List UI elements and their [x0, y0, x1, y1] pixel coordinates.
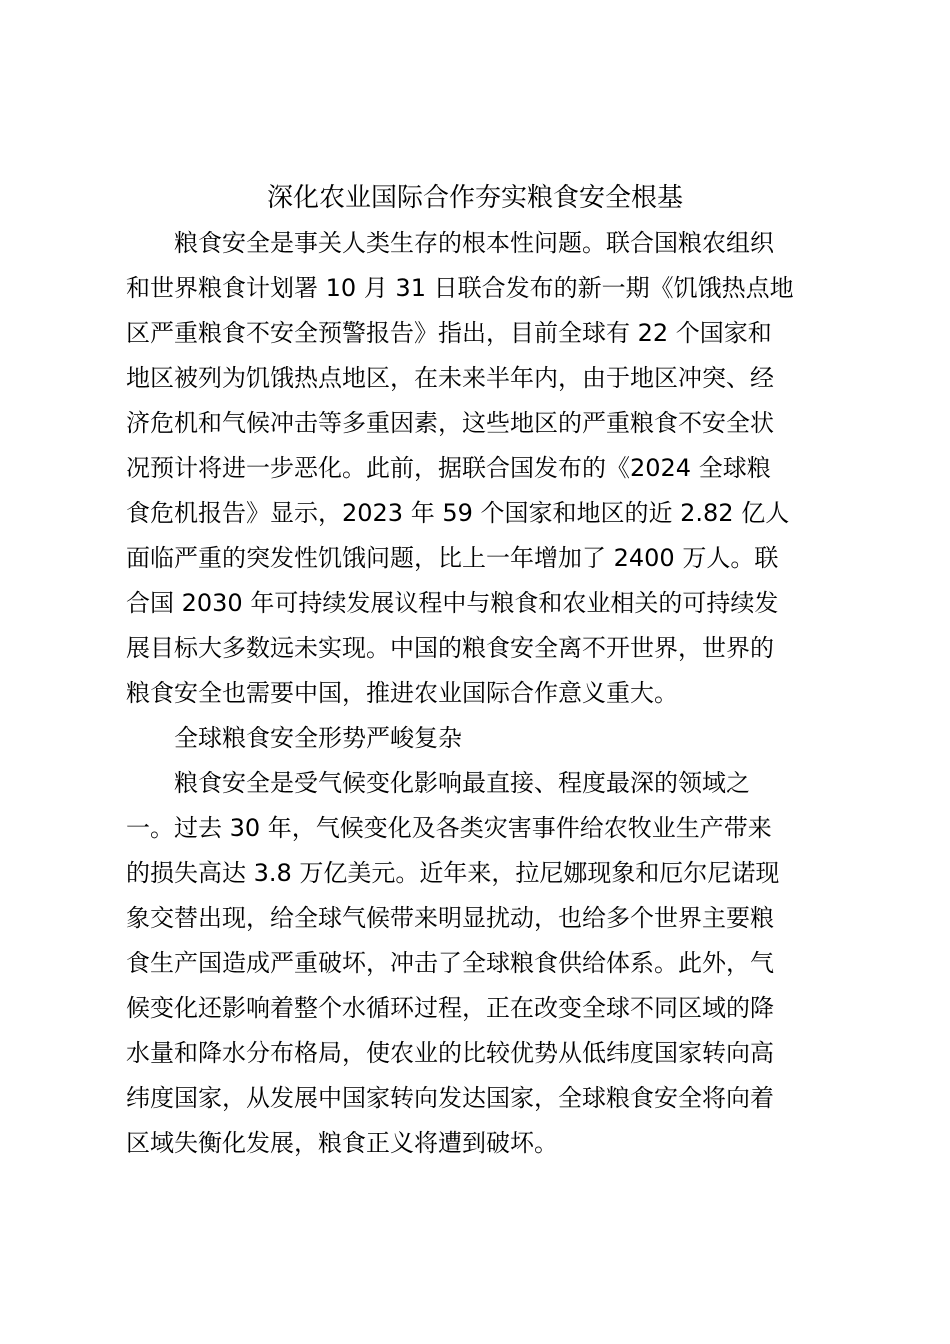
- paragraph-line: 区域失衡化发展，粮食正义将遭到破坏。: [126, 1129, 558, 1157]
- paragraph-line: 象交替出现，给全球气候带来明显扰动，也给多个世界主要粮: [126, 904, 774, 932]
- paragraph-line: 纬度国家，从发展中国家转向发达国家，全球粮食安全将向着: [126, 1084, 774, 1112]
- paragraph-line: 展目标大多数远未实现。中国的粮食安全离不开世界，世界的: [126, 634, 774, 662]
- paragraph-line: 水量和降水分布格局，使农业的比较优势从低纬度国家转向高: [126, 1039, 774, 1067]
- section-heading: [126, 716, 826, 761]
- paragraph-line: 候变化还影响着整个水循环过程，正在改变全球不同区域的降: [126, 994, 774, 1022]
- paragraph-climate: [126, 761, 826, 1166]
- paragraph-intro: [126, 221, 826, 716]
- document-body: [126, 221, 826, 1166]
- paragraph-line: 地区被列为饥饿热点地区，在未来半年内，由于地区冲突、经: [126, 364, 774, 392]
- paragraph-line: 粮食安全是受气候变化影响最直接、程度最深的领域之: [174, 769, 750, 797]
- paragraph-line: 面临严重的突发性饥饿问题，比上一年增加了 2400 万人。联: [126, 544, 779, 572]
- paragraph-line: 合国 2030 年可持续发展议程中与粮食和农业相关的可持续发: [126, 589, 779, 617]
- paragraph-line: 食危机报告》显示，2023 年 59 个国家和地区的近 2.82 亿人: [126, 499, 790, 527]
- document-title: 深化农业国际合作夯实粮食安全根基: [266, 183, 683, 213]
- paragraph-line: 的损失高达 3.8 万亿美元。近年来，拉尼娜现象和厄尔尼诺现: [126, 859, 780, 887]
- paragraph-line: 济危机和气候冲击等多重因素，这些地区的严重粮食不安全状: [126, 409, 774, 437]
- paragraph-line: 粮食安全也需要中国，推进农业国际合作意义重大。: [126, 679, 678, 707]
- paragraph-line: 况预计将进一步恶化。此前，据联合国发布的《2024 全球粮: [126, 454, 771, 482]
- paragraph-line: 食生产国造成严重破坏，冲击了全球粮食供给体系。此外，气: [126, 949, 774, 977]
- paragraph-line: 区严重粮食不安全预警报告》指出，目前全球有 22 个国家和: [126, 319, 772, 347]
- paragraph-line: 一。过去 30 年，气候变化及各类灾害事件给农牧业生产带来: [126, 814, 772, 842]
- paragraph-line: 粮食安全是事关人类生存的根本性问题。联合国粮农组织: [174, 229, 774, 257]
- section-heading-text: 全球粮食安全形势严峻复杂: [174, 724, 462, 752]
- paragraph-line: 和世界粮食计划署 10 月 31 日联合发布的新一期《饥饿热点地: [126, 274, 794, 302]
